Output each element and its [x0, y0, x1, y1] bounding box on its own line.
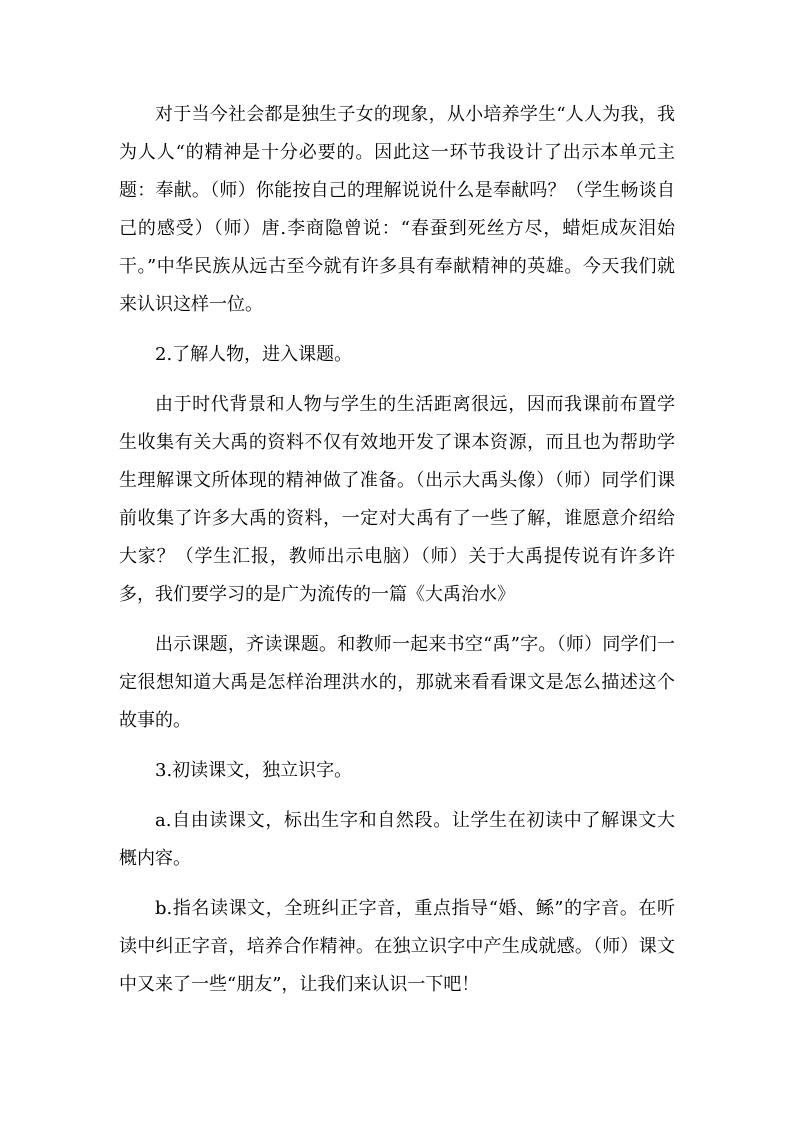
paragraph-intro-dedication: 对于当今社会都是独生子女的现象，从小培养学生“人人为我，我为人人“的精神是十分必要的。因此这一环节我设计了出示本单元主题：奉献。（师）你能按自己的理解说说什么是奉献吗？（学生畅谈自己的感受）（师）唐.李商隐曾说：“春蚕到死丝方尽，蜡炬成灰泪始干。”中华民族从远古至今就有许多具有奉献精神的英雄。今天我们就来认识这样一位。 — [119, 104, 675, 315]
section-heading-first-reading: 3.初读课文，独立识字。 — [155, 760, 353, 781]
document-body — [119, 96, 675, 1016]
paragraph-show-title: 出示课题，齐读课题。和教师一起来书空“禹”字。（师）同学们一定很想知道大禹是怎样治理洪水的，那就来看看课文是怎么描述这个故事的。 — [119, 634, 675, 731]
section-heading-learn-figure: 2.了解人物，进入课题。 — [155, 344, 353, 365]
paragraph-background-dayu: 由于时代背景和人物与学生的生活距离很远，因而我课前布置学生收集有关大禹的资料不仅有效地开发了课本资源，而且也为帮助学生理解课文所体现的精神做了准备。（出示大禹头像）（师）同学们课前收集了许多大禹的资料，一定对大禹有了一些了解，谁愿意介绍给大家？（学生汇报，教师出示电脑）（师）关于大禹提传说有许多许多，我们要学习的是广为流传的一篇《大禹治水》 — [119, 394, 675, 605]
list-item-a-free-reading: a.自由读课文，标出生字和自然段。让学生在初读中了解课文大概内容。 — [119, 810, 675, 869]
list-item-b-named-reading: b.指名读课文，全班纠正字音，重点指导“婚、鲧”的字音。在听读中纠正字音，培养合作精神。在独立识字中产生成就感。（师）课文中又来了一些“朋友”，让我们来认识一下吧！ — [119, 898, 675, 995]
